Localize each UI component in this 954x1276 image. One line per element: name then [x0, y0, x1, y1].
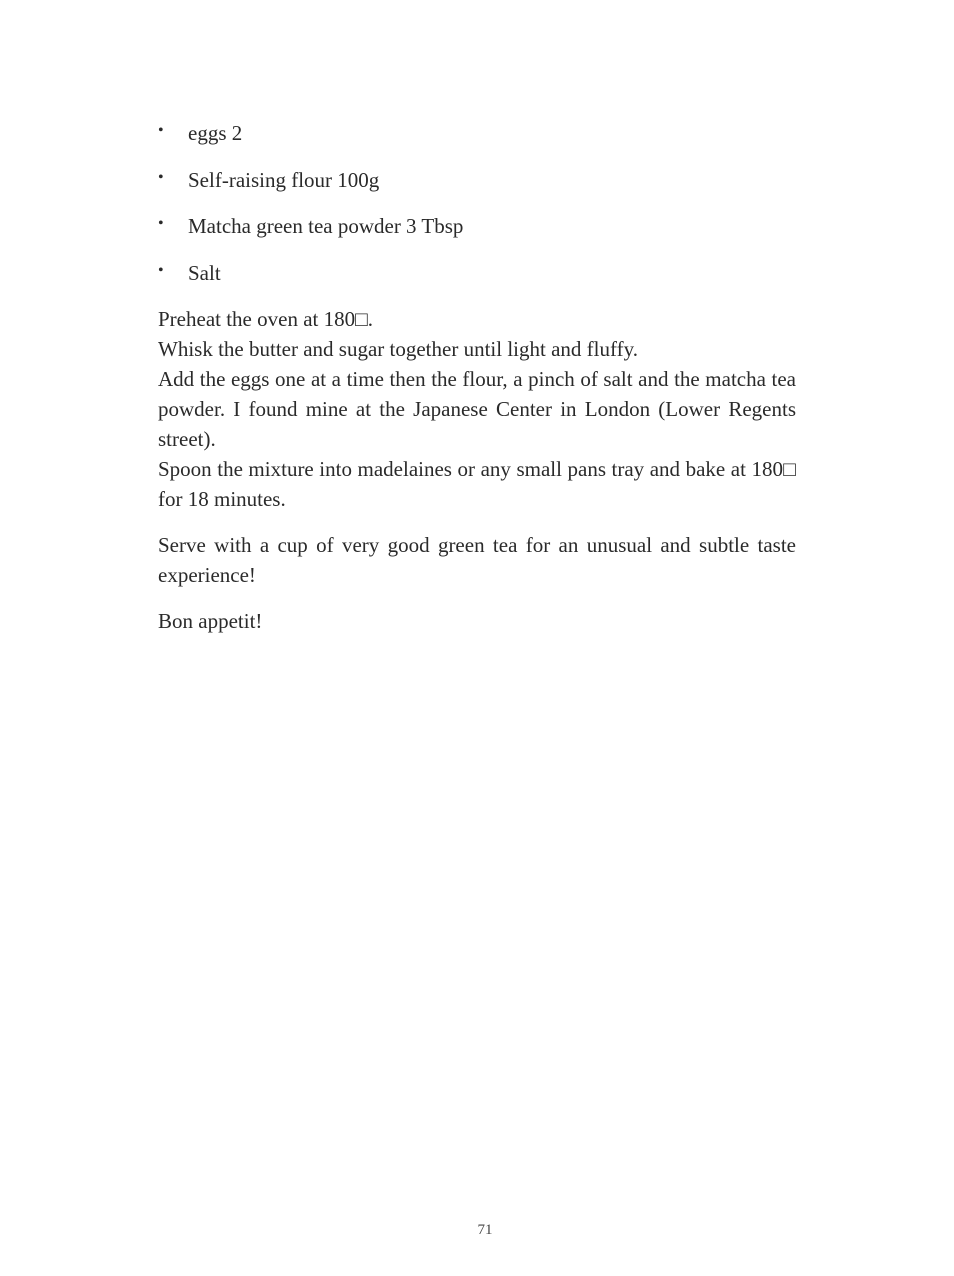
preheat-step: Preheat the oven at 180□.: [158, 307, 374, 331]
ingredient-text: eggs 2: [188, 121, 243, 145]
ingredient-text: Self-raising flour 100g: [188, 167, 380, 192]
bullet-icon: •: [158, 168, 164, 186]
page-number: 71: [477, 1222, 493, 1238]
list-item: [158, 118, 796, 148]
bullet-icon: •: [158, 122, 164, 139]
closing-line: Bon appetit!: [158, 609, 263, 633]
list-item: [158, 165, 796, 195]
ingredient-text: Matcha green tea powder 3 Tbsp: [188, 214, 464, 238]
bullet-icon: •: [158, 215, 164, 232]
recipe-body: [158, 118, 796, 636]
ingredient-text: Salt: [188, 260, 221, 285]
ingredient-list: [158, 118, 796, 288]
bullet-icon: •: [158, 261, 164, 279]
bake-step: Spoon the mixture into madelaines or any small pans tray and bake at 180□ for 18 minutes.: [158, 457, 796, 511]
list-item: [158, 211, 796, 241]
list-item: [158, 258, 796, 288]
serving-suggestion: Serve with a cup of very good green tea for an unusual and subtle taste experience!: [158, 533, 796, 587]
add-ingredients-step: Add the eggs one at a time then the flour, a pinch of salt and the matcha tea powder. I found mine at the Japanese Center in London (Lower Regents street).: [158, 367, 796, 451]
whisk-step: Whisk the butter and sugar together until light and fluffy.: [158, 337, 638, 361]
method-paragraph: [158, 304, 796, 514]
